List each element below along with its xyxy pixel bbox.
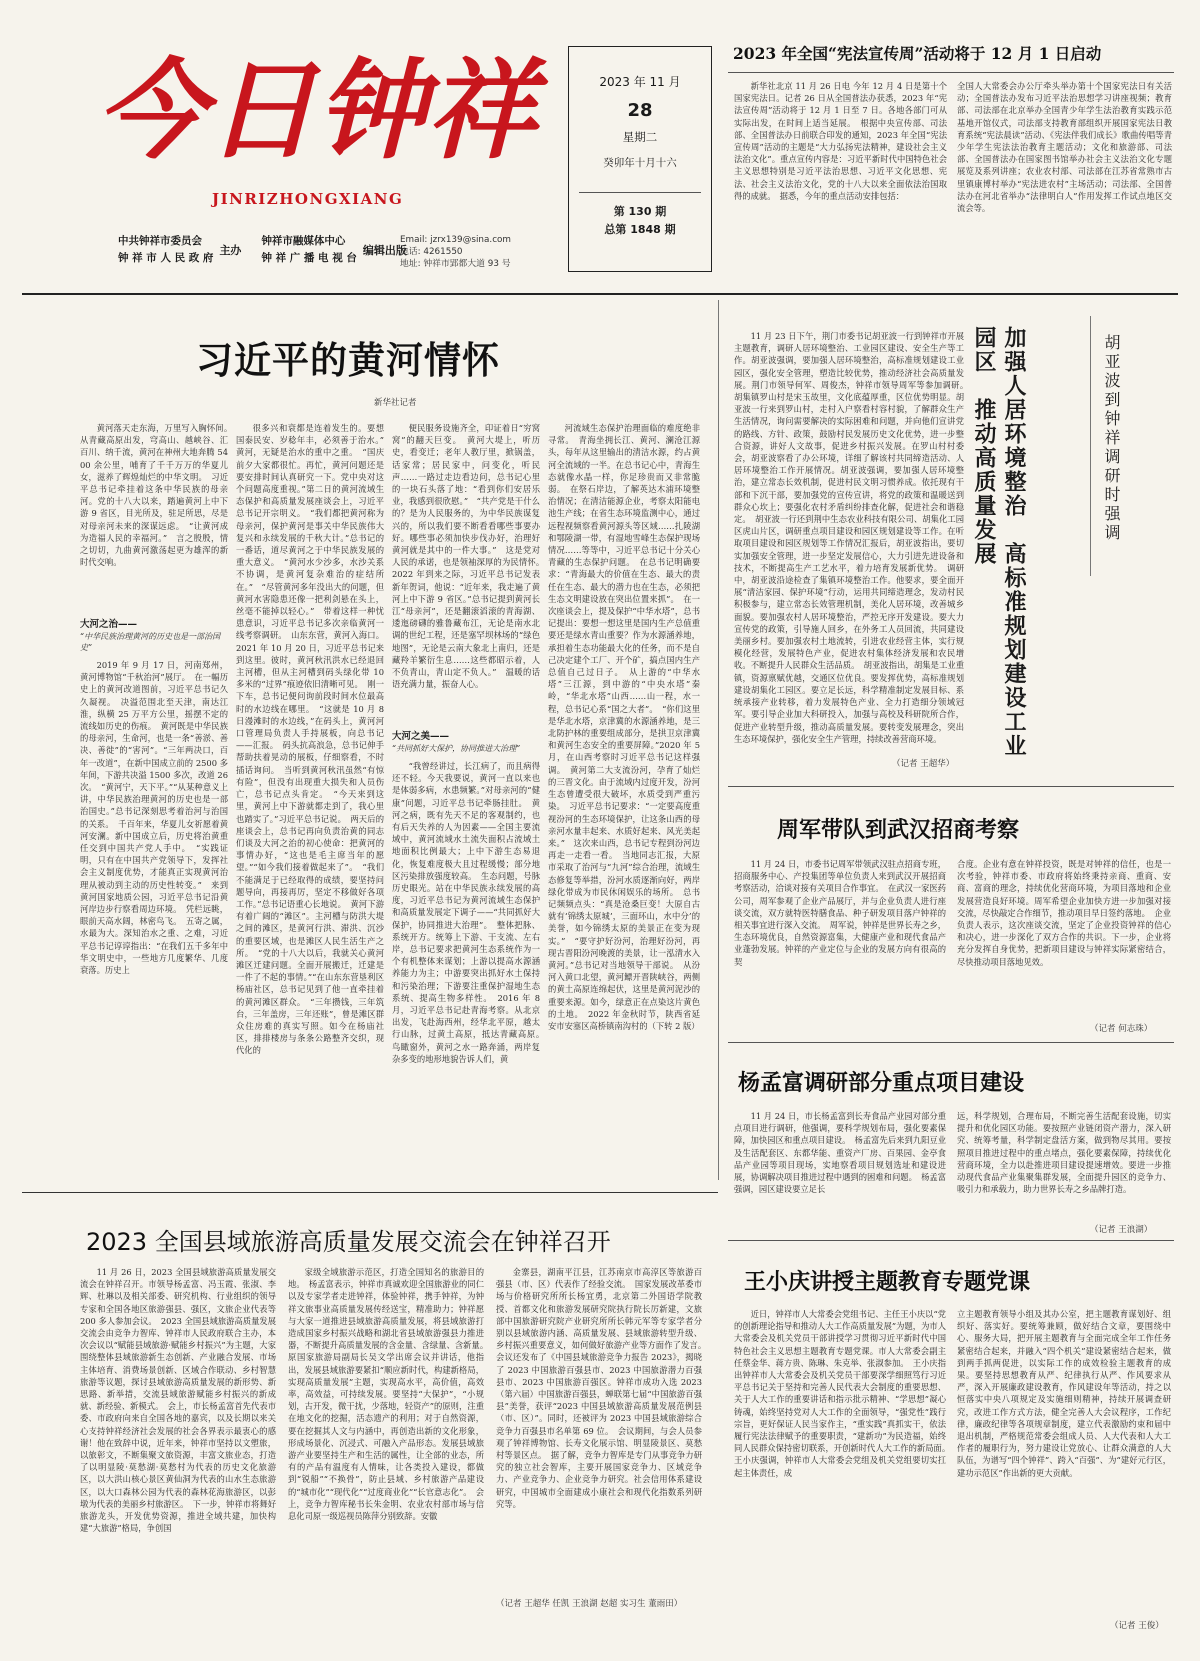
zhoujun-col1: 11 月 24 日，市委书记周军带领武汉驻点招商专班，招商服务中心、产投集团等单位负责人来到武汉开展招商考察活动，洽谈对接有关项目合作事宜。 在武汉一家医药公司，周军参观了企业产品展厅，并与企业负责人进行座谈交流，双方就特医特膳食品、种子研发项目落户钟祥的相关事宜进行深入交流。 周军说，钟祥是世界长寿之乡，生态环境优良，自然资源富集，大健康产业和现代食品产业蓬勃发展。钟祥的产业定位与企业的发展方向有很高的契 <box>734 859 946 967</box>
zhoujun-headline: 周军带队到武汉招商考察 <box>777 818 1020 843</box>
masthead-sponsors <box>118 233 407 267</box>
hu-article-body: 11 月 23 日下午，荆门市委书记胡亚波一行到钟祥市开展主题教育，调研人居环境整治、工业园区建设、安全生产等工作。胡亚波强调，要加强人居环境整治，高标准规划建设工业园区，强化安全管理，塑造比较优势，推动经济社会高质量发展。荆门市领导何军、周俊杰，钟祥市领导周军等参加调研。 胡集镇罗山村是宋玉故里，文化底蕴厚重，区位优势明显。胡亚波一行来到罗山村，走村入户察看村容村貌，了解群众生产生活情况，询问需要解决的实际困难和问题，并向他们宣讲党的路线、方针、政策，鼓励村民发展历史文化优势，进一步整合资源，讲好人文故事，促进乡村振兴发展。在罗山村村委会，胡亚波察看了办公环境，详细了解该村共同缔造活动、人居环境整治工作开展情况。胡亚波强调，要加强人居环境整治，建立常态长效机制，促进村民文明习惯养成。依托现有干部和下沉干部，要加强党的宣传宣讲，将党的政策和温暖送到群众心坎上；要强化农村矛盾纠纷排查化解，促进社会和谐稳定。 胡亚波一行还到荆中生态农业科技有限公司、胡集化工园区虎山片区，调研重点项目建设和园区规划建设等工作。在听取项目建设和园区规划等工作情况汇报后，胡亚波指出，要切实加强安全管理，进一步坚定发展信心，大力引进先进设备和技术，不断提高生产工艺水平，着力培育发展新优势。 调研中，胡亚波沿途检查了集镇环境整治工作。他要求，要全面开展“清洁家园、保护环境”行动，运用共同缔造理念，发动村民积极参与，建立常态长效管理机制，美化人居环境，改善城乡面貌。要加强农村人居环境整治，严控无序开发建设。要大力宣传党的政策，引导施人回乡，在外务工人员回流，共同建设美丽乡村。要加强农村土地流转，引进农业经营主体，实行规模化经营，发展特色产业，促进农村集体经济发展和农民增收。不断提升人民群众生活品质。 胡亚波指出，胡集是工业重镇，资源禀赋优越，交通区位优良。要发挥优势，高标准规划建设胡集化工园区。要立足长远，科学精准制定发展目标、系统承接产业转移，着力发展特色产业、全力打造细分领域冠军。要引导企业加大科研投入，加强与高校及科研院所合作，促进产业转型升级，推动高质量发展。要转变发展理念，突出生态环境保护，强化安全生产管理，持续改善营商环境。 <box>734 331 973 744</box>
sponsor-committee: 中共钟祥市委员会 <box>118 235 202 247</box>
contact-email: Email: jzrx139@sina.com <box>400 235 511 245</box>
yang-headline: 杨孟富调研部分重点项目建设 <box>738 1071 1025 1096</box>
zhoujun-col2: 合度。企业有意在钟祥投资，既是对钟祥的信任，也是一次考验，钟祥市委、市政府将始终秉持亲商、重商、安商、富商的理念，持续优化营商环境，为项目落地和企业发展营造良好环境。周军希望企业加快方进一步加强对接交流，尽快敲定合作细节，推动项目早日签约落地。 企业负责人表示，这次座谈交流，坚定了企业投资钟祥的信心和决心，进一步深化了双方合作的共识。下一步，企业将充分发挥自身优势，把新项目建设与钟祥实际紧密结合，尽快推动项目落地见效。 <box>957 859 1171 967</box>
main-byline: 新华社记者 <box>374 398 417 408</box>
yang-col2: 远，科学规划，合理布局，不断完善生活配套设施，切实提升和优化园区功能。要按照产业链闭资产潜力，深入研究、统筹考量，科学制定盘活方案，做到物尽其用。要按照项目推进过程中的重点堵点，强化要素保障，持续优化营商环境，全力以赴推进项目建设提速增效。要进一步推动现代食品产业集聚集群发展，全面提升园区的竞争力、吸引力和承载力，助力世界长寿之乡品牌打造。 <box>957 1111 1171 1195</box>
hu-article-headline: 加强人居环境整治 高标准规划建设工业园区 推动高质量发展 <box>971 326 1026 758</box>
hu-article-credit: （记者 王超华） <box>892 759 955 769</box>
publisher-role: 编辑出版 <box>362 243 407 257</box>
tourism-col2: 家级全域旅游示范区，打造全国知名的旅游目的地。 杨孟富表示，钟祥市真诚欢迎全国旅游业的同仁以及专家学者走进钟祥，体验钟祥，携手钟祥，为钟祥文旅事业高质量发展传经送宝，精准助力；钟祥愿与大家一道推进县域旅游高质量发展，将县域旅游打造成国家乡村振兴战略和湖北省县域旅游强县力推进器，不断提升高质量发展的含金量、含绿量、含新量。 原国家旅游局副局长吴文学出席会议并讲话，他指出，发展县域旅游要紧扣“顺应新时代，构建新格局，实现高质量发展”主题，实现高水平，高价值，高效率，高效益，可持续发展。要坚持“大保护”，“小规划，古开发，微干扰，少落地，轻资产”的原则，注重在地文化的挖掘，活态遗产的利用；对于自然资源，要在挖掘其人文与内涵中，再创造出新的文化形象，形成场景化、沉浸式、可融入产品形态。发展县域旅游产业要坚持生产和生活的属性，让全部的业态，所有的产品有温度有人情味，让各类投入建设，都做到“锐船”“不换骨”，防止县域、乡村旅游产品建设的“城市化”“现代化”“过度商业化”“长官意志化”。 会上，竞争力智库秘书长朱金明、农业农村部市场与信息化司原一级巡视员陈萍分别致辞。安徽 <box>288 1267 493 1522</box>
main-headline: 习近平的黄河情怀 <box>196 339 500 382</box>
yang-credit: （记者 王浪湖） <box>1090 1225 1153 1235</box>
hu-article-kicker: 胡亚波到钟祥调研时强调 <box>1102 334 1121 543</box>
sub1-title: 大河之治—— <box>80 619 138 630</box>
sub2-note: “共同抓好大保护，协同推进大治理” <box>392 744 521 753</box>
top-right-col1: 新华社北京 11 月 26 日电 今年 12 月 4 日是第十个国家宪法日。记者 26 日从全国普法办获悉，2023 年“宪法宣传周”活动将于 12 月 1 日至 7 日。各地各部门可从实际出发，在时间上适当延展。 根据中央宣传部、司法部、全国普法办日前联合印发的通知，2023 年全国“宪法宣传周”活动的主题是“大力弘扬宪法精神，建设社会主义法治文化”。重点宣传内容是：习近平新时代中国特色社会主义思想特别是习近平法治思想、习近平文化思想、宪法、社会主义法治文化，党的十八大以来全面依法治国取得的成就。 据悉，今年的重点活动安排包括： <box>734 81 947 201</box>
wang-col1: 近日，钟祥市人大常委会党组书记、主任王小庆以“党的创新理论指导和推动人大工作高质量发展”为题，为市人大常委会及机关党员干部讲授学习贯彻习近平新时代中国特色社会主义思想主题教育专题党课。市人大常委会副主任蔡金华、蒋方贵、陈琳、朱克举、张淑参加。 王小庆指出钟祥市人大常委会及机关党员干部要深学细照笃行习近平总书记关于坚持和完善人民代表大会制度的重要思想、关于人大工作的重要讲话和指示批示精神、“学思想”凝心铸魂，始终坚持党对人大工作的全面领导，“强党性”践行宗旨，更好保证人民当家作主，“重实践”真抓实干，依法履行宪法法律赋予的重要职责，“建新功”为民造福，始终同人民群众保持密切联系，开创新时代人大工作的新局面。 王小庆强调，钟祥市人大常委会党组及机关党组要切实扛起主体责任，成 <box>734 1309 955 1478</box>
main-col3b-text: “我曾经讲过，长江病了，而且病得还不轻。今天我要说，黄河一直以来也是体弱多病，水患频繁。”对母亲河的“健康”问题，习近平总书记牵肠挂肚。 黄河之病，既有先天不足的客观制约，也有后天失养的人为因素——全国主要流域中，黄河流域水土流失面积占流域土地面积比例最大；上中下游生态易退化，恢复难度极大且过程缓慢；部分地区污染排放强度较高。 生态问题，号脉历史眼光。站在中华民族永续发展的高度，习近平总书记为黄河流域生态保护和高质量发展定下调子——“共同抓好大保护，协同推进大治理”。 整体把脉、系统开方。统筹上下游、干支流、左右岸，总书记要求把黄河生态系统作为一个有机整体来谋划；上游以提高水源涵养能力为主；中游要突出抓好水土保持和污染治理；下游要注重保护湿地生态系统、提高生物多样性。 2016 年 8 月，习近平总书记赴青海考察。从北京出发，飞赴海西州，经华北平原，越太行山脉，过黄土高原，抵达青藏高原。 鸟瞰窗外，黄河之水一路奔涌，两岸复杂多变的地形地貌告诉人们，黄 <box>392 761 549 1064</box>
sponsor-government: 钟 祥 市 人 民 政 府 <box>118 252 214 264</box>
masthead-logo <box>96 40 550 174</box>
publisher-media-center: 钟祥市融媒体中心 <box>261 235 346 247</box>
tourism-headline: 2023 全国县域旅游高质量发展交流会在钟祥召开 <box>86 1228 611 1256</box>
date-lunar: 癸卯年十月十六 <box>603 157 677 169</box>
top-right-headline: 2023 年全国“宪法宣传周”活动将于 12 月 1 日启动 <box>733 44 1102 63</box>
main-col1b-text: 2019 年 9 月 17 日，河南郑州，黄河博物馆“千秋治河”展厅。 在一幅历史上的黄河改道图前，习近平总书记久久凝视。 决溢范围北至天津，南达江淮，纵横 25 万平方公里，摇摆不定的流线如历史的伤痕。 黄河既是中华民族的母亲河，生命河，也是一条“善淤、善决、善徙”的“害河”。“三年两决口，百年一改道”，在新中国成立前的 2500 多年间，下游共决溢 1500 多次，改道 26 次。 “黄河宁，天下平。”“从某种意义上讲，中华民族治理黄河的历史也是一部治国史。”总书记深刻思考着治河与治国的关系。 千百年来，华夏儿女祈愿着黄河安澜。新中国成立后，历史将治黄重任交到中国共产党人手中。 “实践证明，只有在中国共产党领导下，发挥社会主义制度优势，才能真正实现黄河治理从被动到主动的历史性转变。” 来到黄河国家地质公园，习近平总书记沿黄河岸边步行察看周边环境。 凭栏远眺，眼前天高水阔，林密鸟飞。 五寄之属，水最为大。深知治水之重、之难，习近平总书记谆谆指出：“在我们五千多年中华文明史中，一些地方几度繁华、几度衰落。历史上 <box>80 660 228 976</box>
wang-credit: （记者 王俊） <box>1110 1621 1164 1631</box>
sponsor-role: 主办 <box>219 243 242 257</box>
masthead-contact <box>400 234 511 270</box>
sub2-title: 大河之美—— <box>392 731 450 742</box>
main-col3-text: 便民服务设施齐全，印证着日“穷窝窝”的翻天巨变。 黄河大堤上，听历史，看变迁；老年人教厅里，掀锅盖，话家常；居民家中，问变化，听民声……一路过走边看边问，总书记心里的一块石头落了地：“看到你们安居乐业，我感到很欣慰。” “共产党是干什么的？是为人民服务的，为中华民族谋复兴的，所以我们要不断看看哪些事要办好。哪些事必须加快步伐办好，治理好黄河就是其中的一件大事。” 这是党对人民的承诺，也是领袖深厚的为民情怀。 2022 年到来之际，习近平总书记发表新年贺词，他说：“近年来，我走遍了黄河上中下游 9 省区。”总书记提到黄河长江“母亲河”，还是翻滚滔滚的青海湖、逶迤磅礴的雅鲁藏布江，无论是南水北调的世纪工程，还是塞罕坝林场的“绿色地图”，无论是云南大象北上南归，还是藏羚羊繁衍生息……这些都昭示着，人不负青山，青山定不负人。” 温暖的话语充满力量，振奋人心。 <box>392 423 549 690</box>
tourism-col3: 金寨县，湖南平江县，江苏南京市高淳区等旅游百强县（市、区）代表作了经验交流。 国家发展改革委市场与价格研究所所长杨宜勇，北京第二外国语学院教授、首都文化和旅游发展研究院执行院长厉新建，文旅部中国旅游研究院产业研究所所长韩元军等专家学者分别以县域旅游内涵、高质量发展、县域旅游转型升级、乡村振兴重要意义，如何做好旅游产业等方面作了发言。 会议还发布了《中国县域旅游竞争力报告 2023》，揭晓了 2023 中国旅游百强县市、2023 中国旅游潜力百强县市、2023 中国旅游百强区。钟祥市成功入选 2023（第六届）中国旅游百强县，蝉联第七届“中国旅游百强县”美誉，获评“2023 中国县域旅游高质量发展范例县（市、区）”。同时，还被评为 2023 中国县域旅游综合竞争力百强县市名单第 69 位。 会议期间，与会人员参观了钟祥博物馆、长寿文化展示馆、明显陵景区、莫愁村等景区点。 据了解，竞争力智库是专门从事竞争力研究的独立社会智库，主要开展国家竞争力、区域竞争力、产业竞争力、企业竞争力研究。社会信用体系建设研究，中国城市全面建成小康社会和现代化指数系列研究等。 <box>496 1267 711 1509</box>
date-weekday: 星期二 <box>622 130 658 144</box>
contact-address: 地址: 钟祥市郢都大道 93 号 <box>400 259 511 269</box>
main-col2: 很多兴和衰都是连着发生的。要想国泰民安、岁稔年丰，必须善于治水。” 黄河，无疑是治水的重中之重。 “国庆前夕大家都很忙。再忙，黄河问题还是要安排时间认真研究一下。党中央对这个问题高度重视。”第二日的黄河流域生态保护和高质量发展座谈会上，习近平总书记开宗明义。 “我们都把黄河称为母亲河，保护黄河是事关中华民族伟大复兴和永续发展的千秋大计。”总书记的一番话，道尽黄河之于中华民族发展的重大意义。 “黄河水少沙多，水沙关系不协调，是黄河复杂难治的症结所在。” “尽管黄河多年没出大的问题，但黄河水害隐患还像一把利剑悬在头上，丝毫不能掉以轻心。” 带着这样一种忧患意识，习近平总书记多次亲临黄河一线考察调研。 山东东营，黄河入海口。2021 年 10 月 20 日，习近平总书记来到这里。彼时，黄河秋汛洪水已经退回主河槽，但从主河槽到码头绿化带 10 多米的“过界”痕迹依旧清晰可见。 刚一下车，总书记便问询前段时间水位最高时的水边线在哪里。 “这就是 10 月 8 日漫滩时的水边线，”在码头上，黄河河口管理局负责人手持展板，向总书记——汇报。 码头抗高浪急，总书记伸手帮助扶着晃动的展板，仔细察看，不时插话询问。 当听到黄河秋汛虽然“有惊有险”，但没有出现重大损失和人员伤亡，总书记点头肯定。 “今天来到这里，黄河上中下游就都走到了，我心里也踏实了。”习近平总书记说。 两天后的座谈会上，总书记再向负责治黄的同志们谈及大河之治的初心使命：把黄河的事情办好，“这也是毛主席当年的愿望。”“如今我们接着做起来了”。 “我们不能满足于已经取得的成绩，要坚持问题导向，再接再厉，坚定不移做好各项工作。”总书记语重心长地说。 黄河下游有着广阔的“滩区”。主河槽与防洪大堤之间的滩区，是黄河行洪、滞洪、沉沙的重要区域，也是滩区人民生活生产之所。 “党的十八大以后，我就关心黄河滩区迁建问题。全面开展搬迁，迁建是一件了不起的事情。”“在山东东营垦利区杨庙社区，总书记见到了他一直牵挂着的黄河滩区群众。 “三年攒钱，三年筑台，三年盖房，三年还账”，曾是滩区群众住房难的真实写照。如今在杨庙社区，排排楼房与条条公路整齐交织，现代化的 <box>236 423 393 1056</box>
sub1-note: “中华民族治理黄河的历史也是一部治国史” <box>80 632 221 652</box>
date-year-month: 2023 年 11 月 <box>599 75 681 89</box>
main-col1-text: 黄河落天走东海，万里写入胸怀间。 从青藏高原出发，穹高山、越峡谷、汇百川、纳千流，黄河在神州大地奔腾 5400 余公里，哺育了千千万万的华夏儿女，滋养了辉煌灿烂的中华文明。 习近平总书记牵挂着这条中华民族的母亲河。党的十八大以来，踏遍黄河上中下游 9 省区，目光所及，驻足所思，尽是对母亲河未来的深谋远虑。 “让黄河成为造福人民的幸福河。” 言之殷殷，情之切切，九曲黄河激荡起更为雄浑的新时代交响。 <box>80 423 237 568</box>
masthead-pinyin: JINRIZHONGXIANG <box>212 190 404 208</box>
main-col3 <box>392 422 549 1168</box>
wang-headline: 王小庆讲授主题教育专题党课 <box>744 1270 1031 1295</box>
contact-phone: 电话: 4261550 <box>400 247 463 257</box>
main-col1 <box>80 422 237 1247</box>
date-day: 28 <box>627 100 653 121</box>
tourism-col1: 11 月 26 日，2023 全国县域旅游高质量发展交流会在钟祥召开。市领导杨孟富、冯玉霞、张淑、李辉、杜琳以及相关部委、研究机构、行业组织的领导专家和全国各地区旅游强县、强区，文旅企业代表等 200 多人参加会议。 2023 全国县域旅游高质量发展交流会由竞争力智库、钟祥市人民政府联合主办，本次会议以“赋能县域旅游·赋能乡村振兴”为主题，大家围绕整体县域旅游新生态创新、产业融合发展、市场主体培育、消费场景创新、区域合作联动、乡村智慧旅游等议题，探讨县域旅游高质量发展的新形势、新思路、新举措，交流县域旅游赋能乡村振兴的新成就、新经验、新模式。 会上，市长杨孟富首先代表市委、市政府向来自全国各地的嘉宾，以及长期以来关心支持钟祥经济社会发展的社会各界表示最衷心的感谢！他在致辞中说，近年来，钟祥市坚持以文塑旅，以旅彰文，不断集聚文旅资源，丰富文旅业态，打造了以明显陵·莫愁湖·莫愁村为代表的历史文化旅游区，以大洪山核心景区黄仙洞为代表的山水生态旅游区，以大口森林公园为代表的森林花海旅游区，以彭墩为代表的美丽乡村旅游区。 下一步，钟祥市将舞好旅游龙头，开发优势资源，推进全域共建，加快构建“大旅游”格局，争创国 <box>80 1267 276 1534</box>
yang-col1: 11 月 24 日，市长杨孟富到长寿食品产业园对部分重点项目进行调研，他强调，要科学规划布局，强化要素保障，加快园区和重点项目建设。 杨孟富先后来到九阳豆业及生活配套区、东都华能、重资产厂房、百果园、金亭食品产业园等项目现场，实地察看项目规划选址和建设进展，协调解决项目推进过程中遇到的困难和问题。 杨孟富强调，园区建设要立足长 <box>734 1111 946 1195</box>
main-col4: 河流域生态保护治理面临的难度绝非寻常。 青海坐拥长江、黄河、澜沧江源头，每年从这里输出的清洁水源，约占黄河全流域的一半。在总书记心中，青海生态就像水晶一样，你足珍贵而又非常脆弱。 在祭石岸边，了解英达木浦环境整治情况；在清洁能源企业，考察太阳能电池生产线；在省生态环境监测中心，通过远程视频察看黄河源头等区域……扎陵湖和鄂陵湖一带，有湿地雪峰生态保护现场情况……等等中，习近平总书记十分关心青藏的生态保护问题。 在总书记明确要求：“青海最大的价值在生态、最大的责任在生态、最大的潜力也在生态，必须把生态文明建设放在突出位置来抓”。 在一次座谈会上，提及保护“中华水塔”，总书记提出：要想一想这里是国内生产总值重要还是绿水青山重要？作为水源涵养地，承担着生态功能最大化的任务，而不是自己决定建个工厂、开个矿，搞点国内生产总值自己过日子。 从上游的“中华水塔”三江源，到中游的“中央水塔”秦岭，“华北水塔”山西……山一程，水一程，总书记心系“国之大者”。 “你们这里是华北水塔，京津冀的水源涵养地，是三北防护林的重要组成部分，是拱卫京津冀和黄河生态安全的重要屏障。”2020 年 5 月，在山西考察时习近平总书记这样强调。 黄河第二大支流汾河，孕育了灿烂的三晋文化。由于流域内过度开发，汾河生态曾遭受很大破坏，水质受到严重污染。 习近平总书记要求：“一定要高度重视汾河的生态环境保护，让这条山西的母亲河水量丰起来、水质好起来、风光美起来。” 这次来山西，总书记专程到汾河边再走一走看一看。 当地同志汇报，大原市采取了治河与“九河”综合治理，流域生态修复等举措，汾河水质逐渐向好，两岸绿化带成为市民休闲娱乐的场所。 总书记频频点头：“真是沧桑巨变！大原自古就有‘锦绣太原城’，三面环山，水中分’的美誉，如今锦绣太原的美景正在变为现实。” “要守护好汾河，治理好汾河，再现古晋阳汾河晚渡的美景，让一泓清水入黄河。”总书记对当地领导干部说。 从汾河入黄口北望，黄河鳔开晋陕峡谷，两侧的黄土高原连绵起伏，这里是黄河泥沙的重要来源。如今，绿意正在点染这片黄色的土地。 2022 年金秋时节，陕西省延安市安塞区高桥镇南沟村的（下转 2 版） <box>548 423 700 1031</box>
top-right-col2: 全国人大常委会办公厅牵头举办第十个国家宪法日有关活动；全国普法办发布习近平法治思想学习讲座视频；教育部、司法部在北京举办全国青少年学生法治教育实践示范基地开馆仪式，司法部支持教育部组织开展国家宪法日教育系统“宪法晨读”活动、《宪法伴我们成长》歌曲传唱等青少年学生宪法法治教育主题活动；文化和旅游部、司法部、全国普法办在国家图书馆举办社会主义法治文化专题展览及系列讲座；农业农村部、司法部在江苏省常熟市古里镇康博村举办“宪法进农村”主场活动；司法部、全国普法办在河北省举办“法律明白人”作用发挥工作试点地区交流会等。 <box>957 81 1172 214</box>
issue-number: 第 130 期 <box>613 205 667 218</box>
wang-col2: 立主题教育领导小组及其办公室，把主题教育谋划好、组织好、落实好。要统筹兼顾，做好结合文章，要围绕中心、服务大局，把开展主题教育与全面完成全年工作任务紧密结合起来，并融入“四个机关”建设紧密结合起来，做到两手抓两促进，以实际工作的成效检验主题教育的成果。要坚持思想教育从严、纪律执行从严、作风要求从严，深入开展廉政建设教育，作风建设年等活动，持之以恒落实中央八项规定及实施细则精神，持续开展调查研究，改进工作方式方法，健全完善人大会议程序，工作纪律，廉政纪律等各项规章制度，建立代表激励约束和届中退出机制，严格规范常委会组成人员、人大代表和人大工作者的履职行为，努力建设让党放心、让群众满意的人大队伍，为谱写“四个钟祥”、跨入“百强”、为“建好元行区，建功示范区”作出新的更大贡献。 <box>957 1309 1171 1478</box>
zhoujun-credit: （记者 何志珠） <box>1090 1024 1153 1034</box>
issue-total: 总第 1848 期 <box>604 223 676 236</box>
date-box <box>568 46 712 272</box>
tourism-credit: （记者 王超华 任凯 王浪湖 赵超 实习生 董雨田） <box>496 1599 683 1609</box>
logo-text: 今日钟祥 <box>96 48 550 174</box>
publisher-tv-station: 钟 祥 广 播 电 视 台 <box>261 252 357 264</box>
